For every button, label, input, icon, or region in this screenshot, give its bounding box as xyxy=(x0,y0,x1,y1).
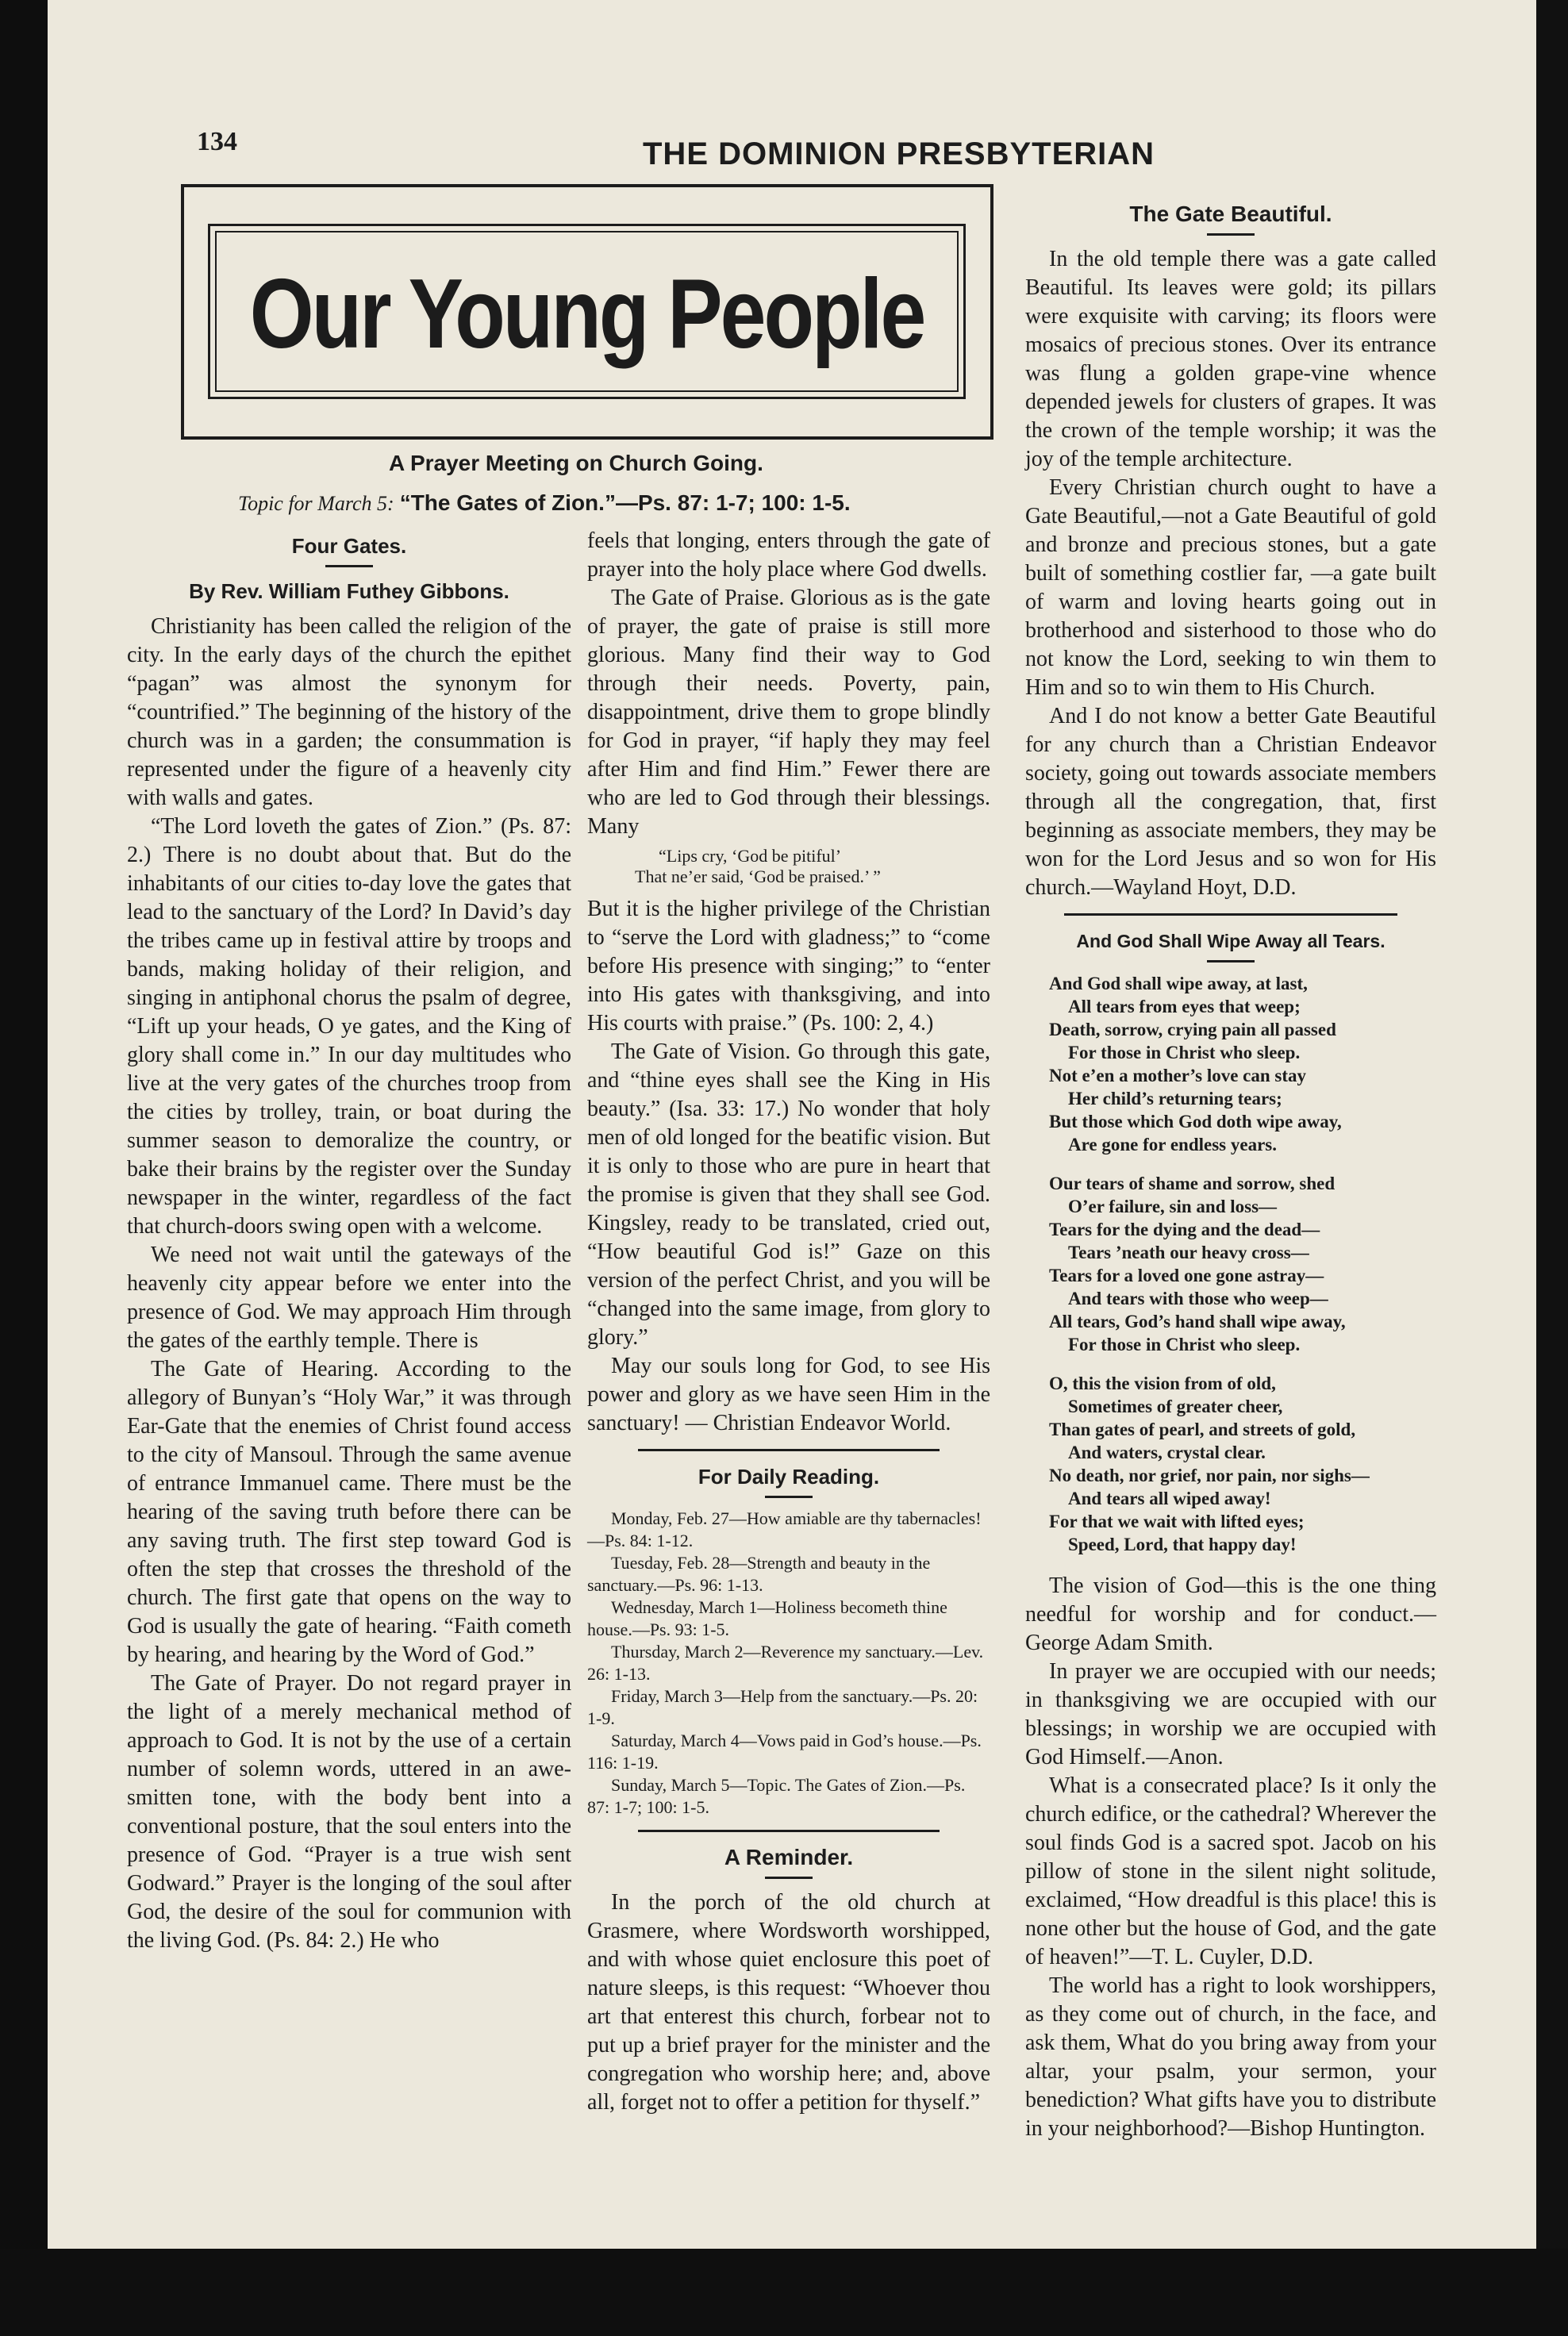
section-title: A Prayer Meeting on Church Going. xyxy=(389,451,763,475)
scan-edge-right xyxy=(1536,0,1568,2336)
column-2 xyxy=(587,527,990,2117)
topic-line xyxy=(238,490,851,517)
section-banner xyxy=(181,184,993,440)
poem-line: Tears for the dying and the dead— xyxy=(1049,1220,1320,1239)
paragraph: The vision of God—this is the one thing needful for worship and for conduct.—George Adam Smith. xyxy=(1025,1573,1436,1655)
poem-line: Not e’en a mother’s love can stay xyxy=(1049,1066,1307,1085)
paragraph: Every Christian church ought to have a Gate Beautiful,—not a Gate Beautiful of gold and bronze and precious stones, but a gate built of something costlier far, —a gate built of warm and loving hearts going out in brotherhood and sisterhood to those who do not know the Lord, seeking to win them to Him and so to win them to His Church. xyxy=(1025,475,1436,700)
poem-line: Death, sorrow, crying pain all passed xyxy=(1049,1020,1336,1039)
paragraph: The Gate of Praise. Glorious as is the gate of prayer, the gate of praise is still more glorious. Many find their way to God through their needs. Poverty, pain, disappointment, drive them to grope blindly for God in prayer, “if haply they may feel after Him and find Him.” Fewer there are who are led to God through their blessings. Many xyxy=(587,586,990,839)
poem-line: And waters, crystal clear. xyxy=(1068,1443,1266,1462)
banner-title: Our Young People xyxy=(249,259,924,370)
byline xyxy=(127,577,571,606)
poem xyxy=(1049,972,1436,1556)
divider xyxy=(1207,960,1255,962)
heading-poem: And God Shall Wipe Away all Tears. xyxy=(1076,931,1385,951)
poem-stanza xyxy=(1049,972,1436,1156)
poem-line: Are gone for endless years. xyxy=(1068,1135,1277,1155)
poem-line: And tears with those who weep— xyxy=(1068,1289,1328,1308)
paragraph: But it is the higher privilege of the Christian to “serve the Lord with gladness;” to “come before His presence with singing;” to “enter into His gates with thanksgiving, and into His courts with praise.” (Ps. 100: 2, 4.) xyxy=(587,897,990,1035)
poem-line: Her child’s returning tears; xyxy=(1068,1089,1282,1108)
divider xyxy=(1064,913,1397,916)
banner-frame xyxy=(208,224,966,399)
divider xyxy=(325,565,373,567)
poem-line: For that we wait with lifted eyes; xyxy=(1049,1512,1305,1531)
quote-line: That ne’er said, ‘God be praised.’ ” xyxy=(635,866,881,886)
poem-line: For those in Christ who sleep. xyxy=(1068,1043,1301,1062)
column-3 xyxy=(1025,195,1436,2143)
divider xyxy=(638,1830,940,1832)
poem-line: Speed, Lord, that happy day! xyxy=(1068,1535,1297,1554)
reading-item: Sunday, March 5—Topic. The Gates of Zion.—Ps. 87: 1-7; 100: 1-5. xyxy=(587,1775,966,1817)
poem-line: Our tears of shame and sorrow, shed xyxy=(1049,1174,1335,1193)
reading-item: Saturday, March 4—Vows paid in God’s house.—Ps. 116: 1-19. xyxy=(587,1731,982,1773)
poem-line: And God shall wipe away, at last, xyxy=(1049,974,1308,993)
divider xyxy=(765,1877,813,1879)
paragraph: “The Lord loveth the gates of Zion.” (Ps. 87: 2.) There is no doubt about that. But do the inhabitants of our cities to-day love the gates that lead to the sanctuary of the Lord? In David’s day the tribes came up in festival attire by troops and bands, making holiday of their religion, and singing in antiphonal chorus the psalm of degree, “Lift up your heads, O ye gates, and the King of glory shall come in.” In our day multitudes who live at the very gates of the churches troop from the cities by trolley, train, or boat during the summer season to demoralize the country, or bake their brains by the register over the Sunday newspaper in the winter, regardless of the fact that church-doors swing open with a welcome. xyxy=(127,814,571,1239)
poem-line: No death, nor grief, nor pain, nor sighs— xyxy=(1049,1466,1370,1485)
poem-line: O’er failure, sin and loss— xyxy=(1068,1197,1278,1216)
divider xyxy=(638,1449,940,1451)
paragraph: The world has a right to look worshippers, as they come out of church, in the face, and ask them, What do you bring away from your altar, your psalm, your sermon, your benediction? What gifts have you to distribute in your neighborhood?—Bishop Huntington. xyxy=(1025,1973,1436,2141)
heading-four-gates: Four Gates. xyxy=(291,534,407,558)
poem-line: All tears from eyes that weep; xyxy=(1068,997,1301,1016)
paragraph: feels that longing, enters through the gate of prayer into the holy place where God dwells. xyxy=(587,528,990,582)
heading-reminder: A Reminder. xyxy=(724,1845,854,1869)
poem-line: Sometimes of greater cheer, xyxy=(1068,1397,1283,1416)
column-1 xyxy=(127,527,571,1955)
quotation xyxy=(587,846,990,887)
reading-item: Tuesday, Feb. 28—Strength and beauty in the sanctuary.—Ps. 96: 1-13. xyxy=(587,1553,931,1595)
poem-line: For those in Christ who sleep. xyxy=(1068,1335,1301,1354)
paragraph: May our souls long for God, to see His power and glory as we have seen Him in the sanctuary! — Christian Endeavor World. xyxy=(587,1354,990,1435)
paragraph: And I do not know a better Gate Beautiful for any church than a Christian Endeavor society, going out towards associate members through all the congregation, that, first beginning as associate members, they may be won for the Lord Jesus and so won for His church.—Wayland Hoyt, D.D. xyxy=(1025,704,1436,900)
paragraph: The Gate of Prayer. Do not regard prayer in the light of a merely mechanical method of approach to God. It is not by the use of a certain number of solemn words, uttered in an awe-smitten tone, with the body bent into a conventional posture, that the soul enters into the presence of God. “Prayer is a true wish sent Godward.” Prayer is the longing of the soul after God, the desire of the soul for communion with the living God. (Ps. 84: 2.) He who xyxy=(127,1671,571,1953)
poem-line: But those which God doth wipe away, xyxy=(1049,1112,1342,1132)
heading-daily-reading: For Daily Reading. xyxy=(698,1465,880,1489)
quote-line: “Lips cry, ‘God be pitiful’ xyxy=(659,846,842,866)
page-number: 134 xyxy=(197,127,237,156)
poem-line: Than gates of pearl, and streets of gold, xyxy=(1049,1420,1356,1439)
divider xyxy=(1207,233,1255,236)
reading-item: Wednesday, March 1—Holiness becometh thine house.—Ps. 93: 1-5. xyxy=(587,1597,947,1639)
paragraph: In the porch of the old church at Grasmere, where Wordsworth worshipped, and with whose quiet enclosure this poet of nature sleeps, is this request: “Whoever thou art that enterest this church, forbear not to put up a brief prayer for the minister and the congregation who worship here; and, above all, forget not to offer a petition for thyself.” xyxy=(587,1890,990,2115)
divider xyxy=(765,1496,813,1498)
paragraph: In prayer we are occupied with our needs; in thanksgiving we are occupied with our blessings; in worship we are occupied with God Himself.—Anon. xyxy=(1025,1659,1436,1769)
topic-title: “The Gates of Zion.”—Ps. 87: 1-7; 100: 1-5. xyxy=(399,490,851,515)
byline-text: By Rev. William Futhey Gibbons. xyxy=(189,579,509,603)
poem-line: Tears ’neath our heavy cross— xyxy=(1068,1243,1309,1262)
reading-item: Friday, March 3—Help from the sanctuary.—Ps. 20: 1-9. xyxy=(587,1686,978,1728)
reading-item: Thursday, March 2—Reverence my sanctuary.—Lev. 26: 1-13. xyxy=(587,1642,984,1684)
poem-line: Tears for a loved one gone astray— xyxy=(1049,1266,1324,1285)
paragraph: The Gate of Hearing. According to the allegory of Bunyan’s “Holy War,” it was through Ear-Gate that the enemies of Christ found access to the city of Mansoul. Through the same avenue of entrance Immanuel came. There must be the hearing of the saving truth before there can be any saving truth. The first step toward God is often the step that crosses the threshold of the church. The first gate that opens on the way to God is usually the gate of hearing. “Faith cometh by hearing, and hearing by the Word of God.” xyxy=(127,1357,571,1667)
paragraph: What is a consecrated place? Is it only the church edifice, or the cathedral? Wherever the soul finds God is a sacred spot. Jacob on his pillow of stone in the silent night solitude, exclaimed, “How dreadful is this place! this is none other but the house of God, and the gate of heaven!”—T. L. Cuyler, D.D. xyxy=(1025,1773,1436,1969)
paragraph: Christianity has been called the religion of the city. In the early days of the church the epithet “pagan” was almost the synonym for “countrified.” The beginning of the history of the church was in a garden; the consummation is represented under the figure of a heavenly city with walls and gates. xyxy=(127,614,571,810)
paragraph: The Gate of Vision. Go through this gate, and “thine eyes shall see the King in His beauty.” (Isa. 33: 17.) No wonder that holy men of old longed for the beatific vision. But it is only to those who are pure in heart that the promise is given that they shall see God. Kingsley, ready to be translated, cried out, “How beautiful God is!” Gaze on this version of the perfect Christ, and you will be “changed into the same image, from glory to glory.” xyxy=(587,1039,990,1350)
scan-edge-left xyxy=(0,0,48,2336)
heading-gate-beautiful: The Gate Beautiful. xyxy=(1129,202,1332,226)
running-head: THE DOMINION PRESBYTERIAN xyxy=(643,136,1155,171)
reading-item: Monday, Feb. 27—How amiable are thy tabernacles!—Ps. 84: 1-12. xyxy=(587,1508,982,1550)
daily-readings-list xyxy=(587,1508,990,1819)
poem-line: And tears all wiped away! xyxy=(1068,1489,1271,1508)
poem-line: O, this the vision from of old, xyxy=(1049,1374,1276,1393)
paragraph: In the old temple there was a gate called Beautiful. Its leaves were gold; its pillars were exquisite with carving; its floors were mosaics of precious stones. Over its entrance was flung a golden grape-vine whence depended jewels for clusters of grapes. It was the crown of the temple worship; it was the joy of the temple architecture. xyxy=(1025,247,1436,471)
scan-edge-bottom xyxy=(0,2249,1568,2336)
paragraph: We need not wait until the gateways of the heavenly city appear before we enter into the presence of God. We may approach Him through the gates of the earthly temple. There is xyxy=(127,1243,571,1353)
poem-stanza xyxy=(1049,1172,1436,1356)
topic-label: Topic for March 5: xyxy=(238,492,394,515)
poem-line: All tears, God’s hand shall wipe away, xyxy=(1049,1312,1346,1331)
poem-stanza xyxy=(1049,1372,1436,1556)
